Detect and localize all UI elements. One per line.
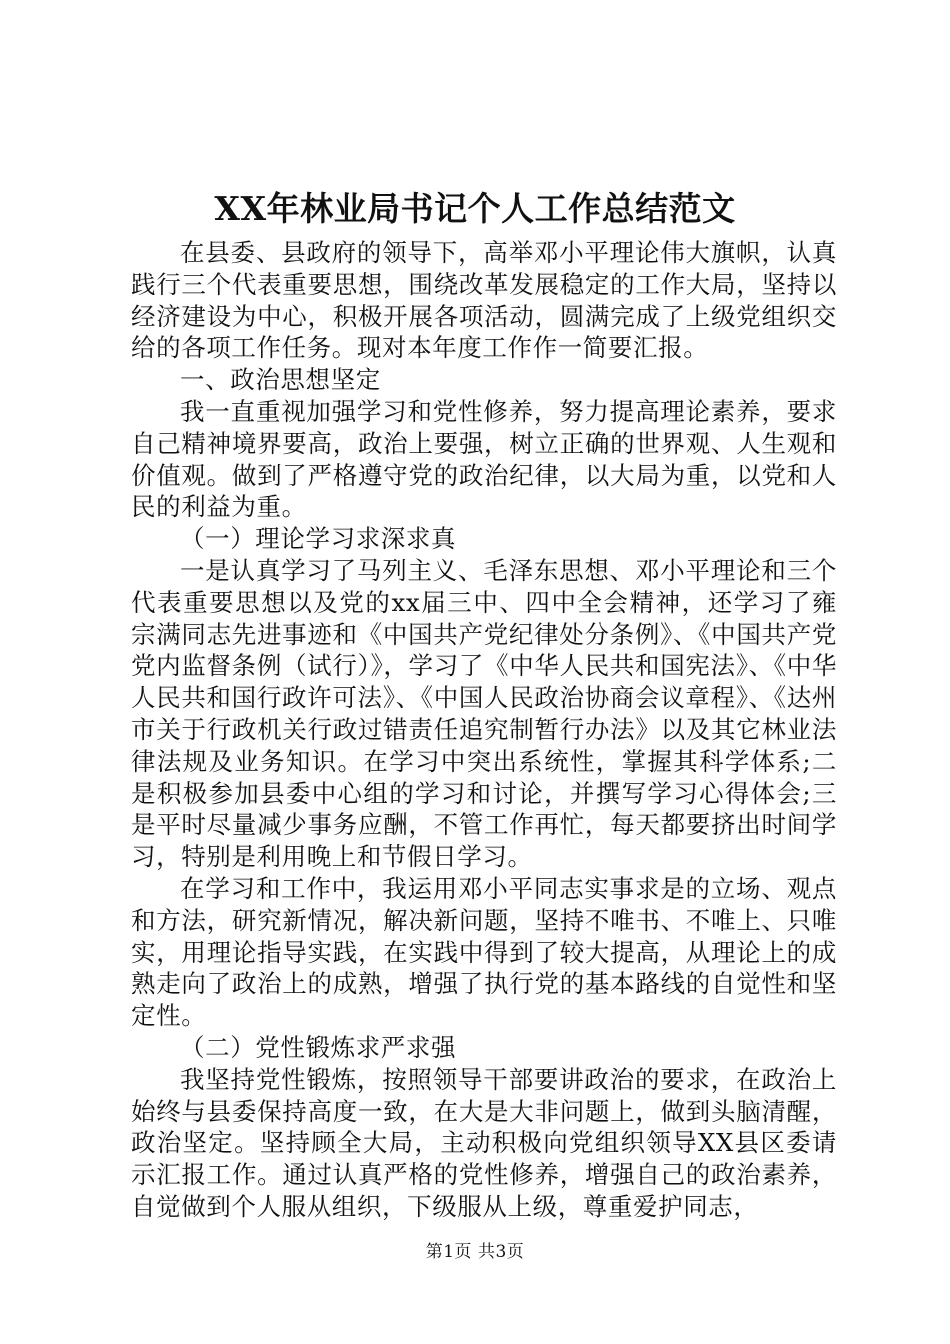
paragraph-political: 我一直重视加强学习和党性修养，努力提高理论素养，要求自己精神境界要高，政治上要强，树立正确的世界观、人生观和价值观。做到了严格遵守党的政治纪律，以大局为重，以党和人民的利益为重。 bbox=[131, 396, 837, 522]
document-title: XX年林业局书记个人工作总结范文 bbox=[214, 189, 736, 228]
document-body bbox=[131, 237, 837, 1223]
subsection-heading-1: （一）理论学习求深求真 bbox=[180, 524, 457, 554]
paragraph-intro: 在县委、县政府的领导下，高举邓小平理论伟大旗帜，认真践行三个代表重要思想，围绕改革发展稳定的工作大局，坚持以经济建设为中心，积极开展各项活动，圆满完成了上级党组织交给的各项工作任务。现对本年度工作作一简要汇报。 bbox=[131, 238, 837, 363]
page-footer: 第1页 共3页 bbox=[425, 1242, 525, 1262]
section-heading-1: 一、政治思想坚定 bbox=[180, 365, 381, 395]
paragraph-party-spirit: 我坚持党性锻炼，按照领导干部要讲政治的要求，在政治上始终与县委保持高度一致，在大是大非问题上，做到头脑清醒，政治坚定。坚持顾全大局，主动积极向党组织领导XX县区委请示汇报工作。通过认真严格的党性修养，增强自己的政治素养，自觉做到个人服从组织，下级服从上级，尊重爱护同志， bbox=[131, 1064, 837, 1221]
paragraph-practice: 在学习和工作中，我运用邓小平同志实事求是的立场、观点和方法，研究新情况，解决新问题，坚持不唯书、不唯上、只唯实，用理论指导实践，在实践中得到了较大提高，从理论上的成熟走向了政治上的成熟，增强了执行党的基本路线的自觉性和坚定性。 bbox=[131, 873, 837, 1031]
paragraph-study: 一是认真学习了马列主义、毛泽东思想、邓小平理论和三个代表重要思想以及党的xx届三中、四中全会精神，还学习了雍宗满同志先进事迹和《中国共产党纪律处分条例》、《中国共产党党内监督条例（试行）》，学习了《中华人民共和国宪法》、《中华人民共和国行政许可法》、《中国人民政治协商会议章程》、《达州市关于行政机关行政过错责任追究制暂行办法》以及其它林业法律法规及业务知识。在学习中突出系统性，掌握其科学体系;二是积极参加县委中心组的学习和讨论，并撰写学习心得体会;三是平时尽量减少事务应酬，不管工作再忙，每天都要挤出时间学习，特别是利用晚上和节假日学习。 bbox=[131, 555, 837, 872]
subsection-heading-2: （二）党性锻炼求严求强 bbox=[180, 1032, 457, 1062]
